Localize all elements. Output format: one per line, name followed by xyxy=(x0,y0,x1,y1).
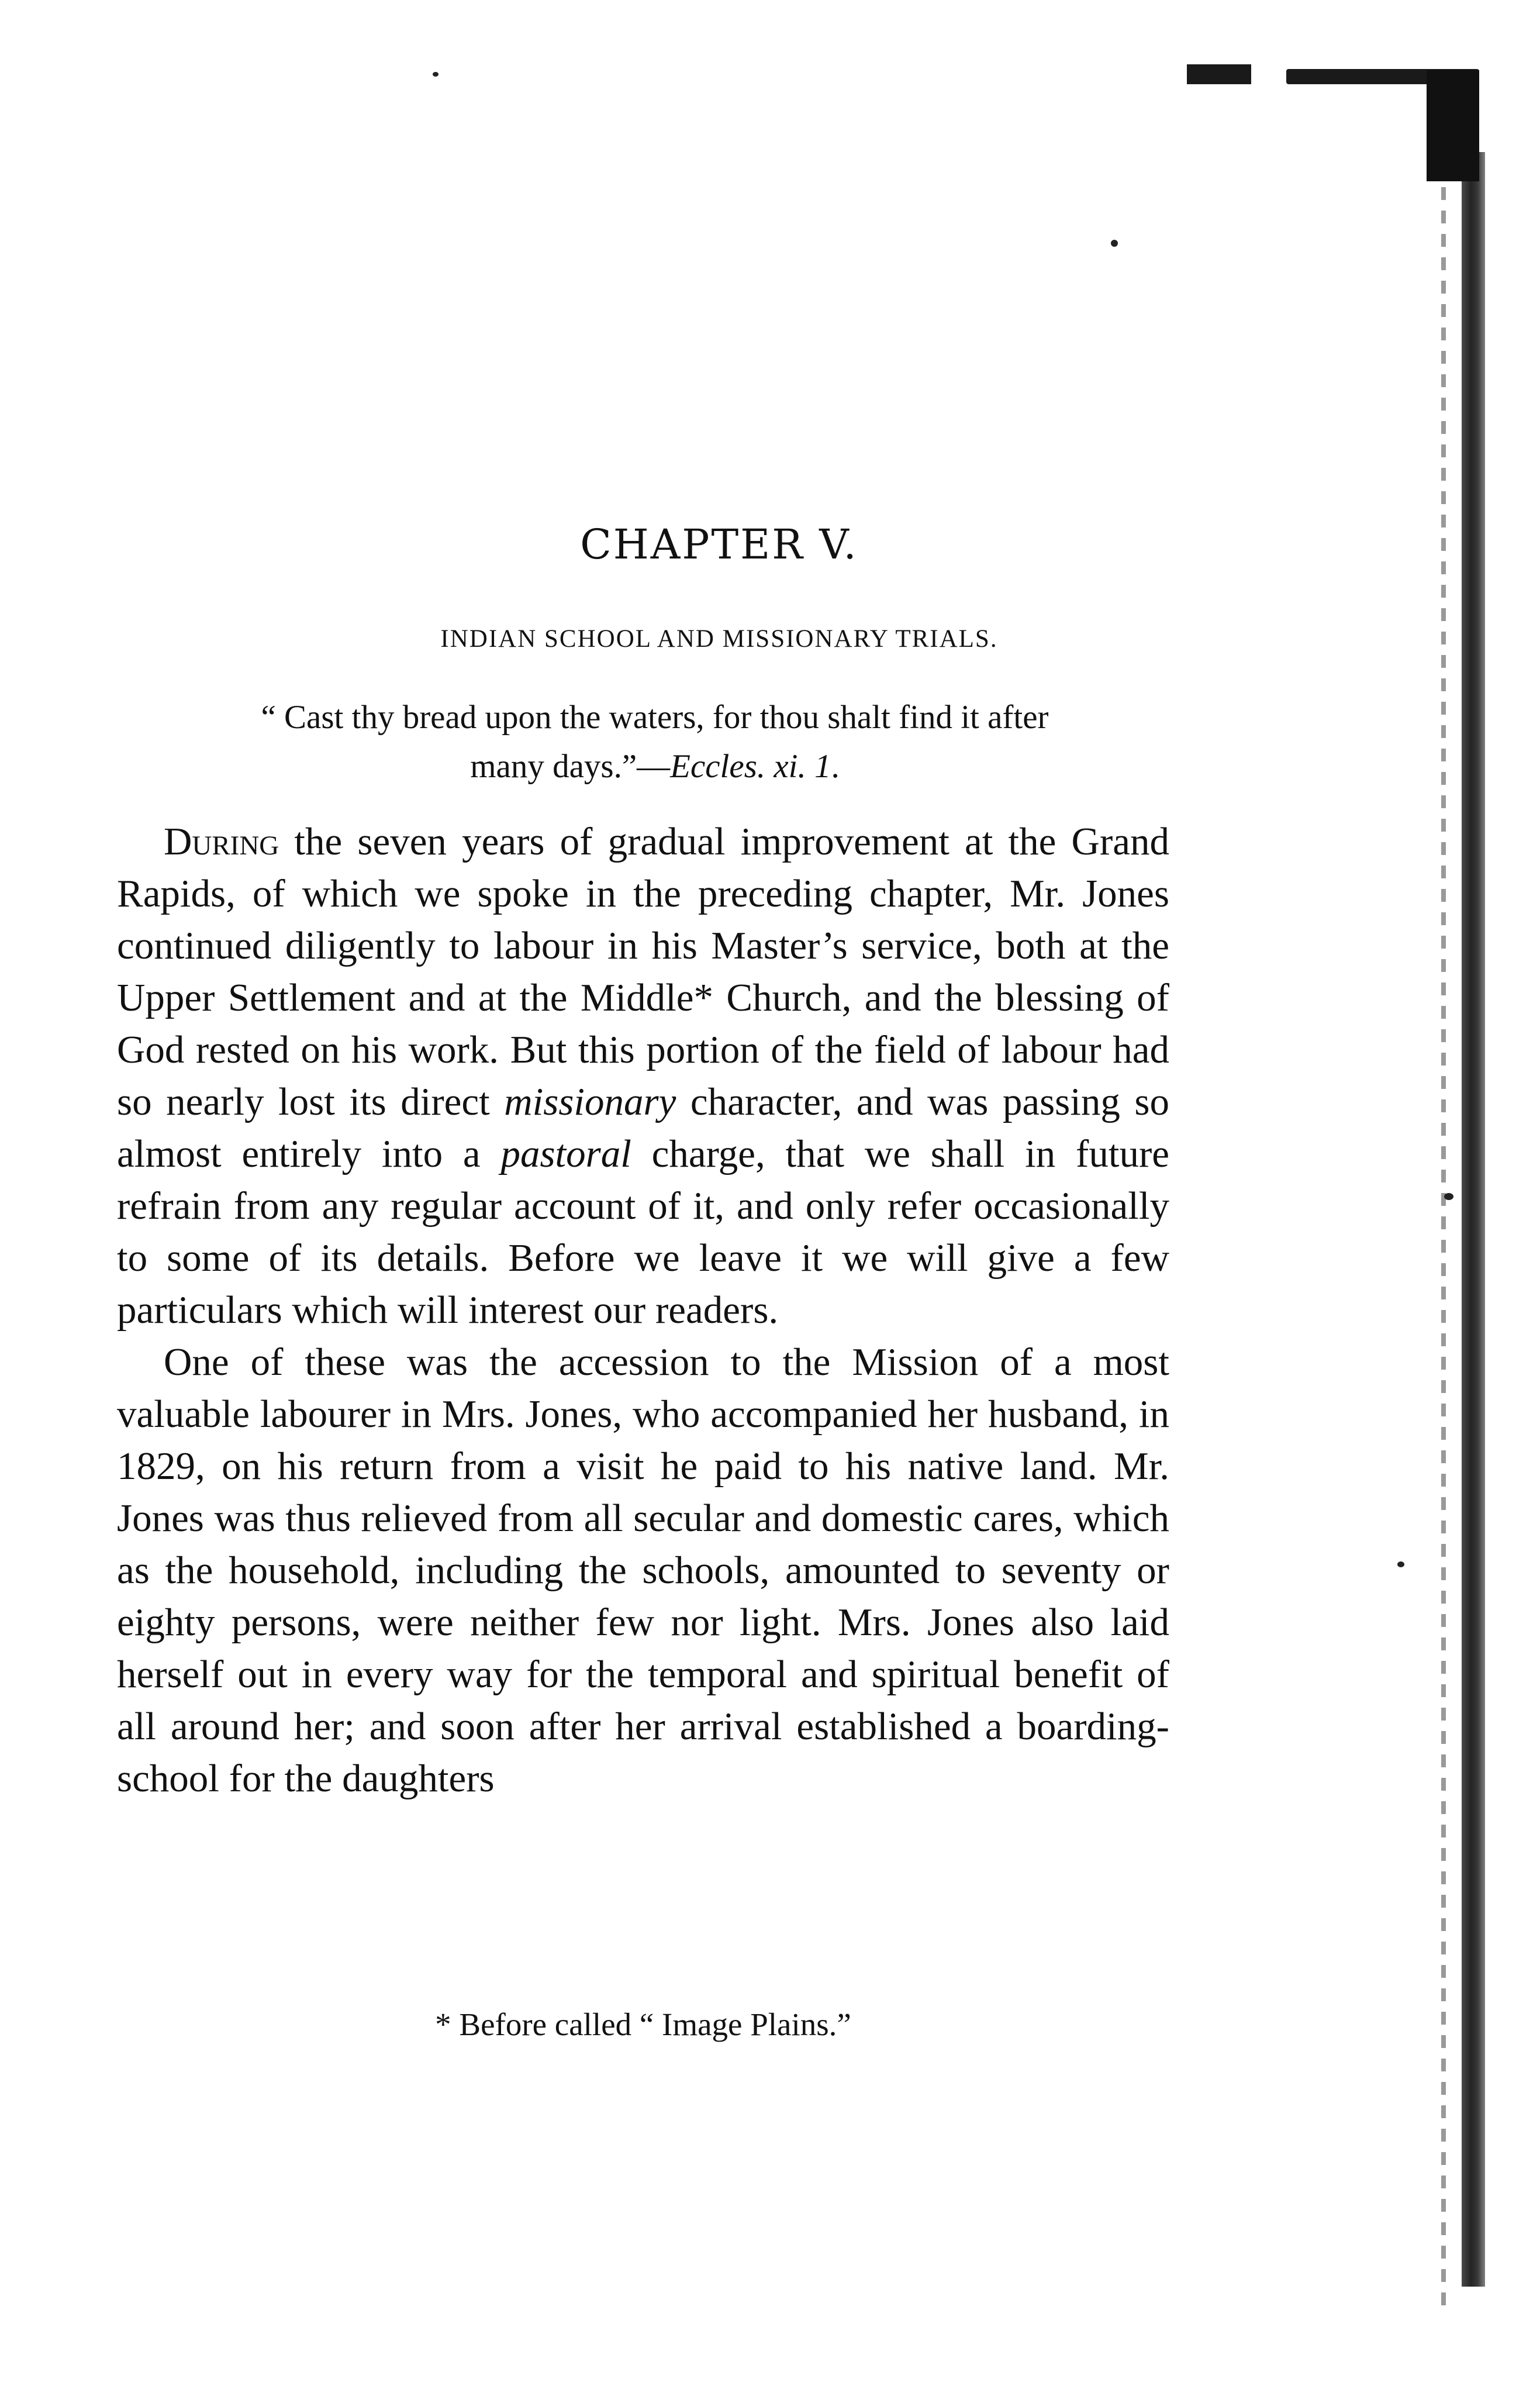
footnote: * Before called “ Image Plains.” xyxy=(435,2006,851,2042)
emphasis-text: pastoral xyxy=(500,1132,631,1175)
scan-speck xyxy=(433,72,438,77)
paragraph-text: character, and was passing so almost entirely into a xyxy=(117,1080,1169,1175)
page-binding-edge xyxy=(1462,152,1485,2287)
epigraph-reference: Eccles. xi. 1 xyxy=(670,748,831,785)
epigraph-text: many days.”— xyxy=(470,748,671,785)
epigraph-line: “ Cast thy bread upon the waters, for thou shalt find it after xyxy=(261,699,1049,736)
paragraph-text: the seven years of gradual improvement at the Grand Rapids, of which we spoke in the preceding chapter, Mr. Jones continued diligently to labour in his Master’s service, both at the Upper Settlement and at the Middle* Church, and the blessing of God rested on his work. But this portion of the field of labour had so nearly lost its direct xyxy=(117,820,1169,1123)
epigraph xyxy=(140,693,1169,791)
scan-speck xyxy=(1397,1561,1404,1567)
paragraph xyxy=(117,816,1169,1336)
chapter-subtitle: INDIAN SCHOOL AND MISSIONARY TRIALS. xyxy=(440,625,998,653)
page-binding-shadow xyxy=(1441,117,1446,2316)
epigraph-line xyxy=(140,742,1169,791)
emphasis-text: missionary xyxy=(504,1080,676,1123)
scan-speck xyxy=(1444,1193,1453,1200)
chapter-title: CHAPTER V. xyxy=(580,520,858,568)
epigraph-text: . xyxy=(831,748,840,785)
paragraph-text: charge, that we shall in future refrain from any regular account of it, and only refer occasionally to some of its details. Before we leave it we will give a few particulars which will interest our readers. xyxy=(117,1132,1169,1332)
scan-speck xyxy=(1111,240,1118,247)
chapter-body xyxy=(117,816,1169,1805)
scan-corner-mark xyxy=(1427,70,1479,181)
scan-smudge xyxy=(1187,64,1251,84)
paragraph: One of these was the accession to the Mission of a most valuable labourer in Mrs. Jones, who accompanied her husband, in 1829, on his return from a visit he paid to his native land. Mr. Jones was thus relieved from all secular and domestic cares, which as the household, including the schools, amounted to seventy or eighty persons, were neither few nor light. Mrs. Jones also laid herself out in every way for the temporal and spiritual benefit of all around her; and soon after her arrival established a boarding-school for the daughters xyxy=(117,1340,1169,1800)
opening-word: During xyxy=(164,820,279,863)
